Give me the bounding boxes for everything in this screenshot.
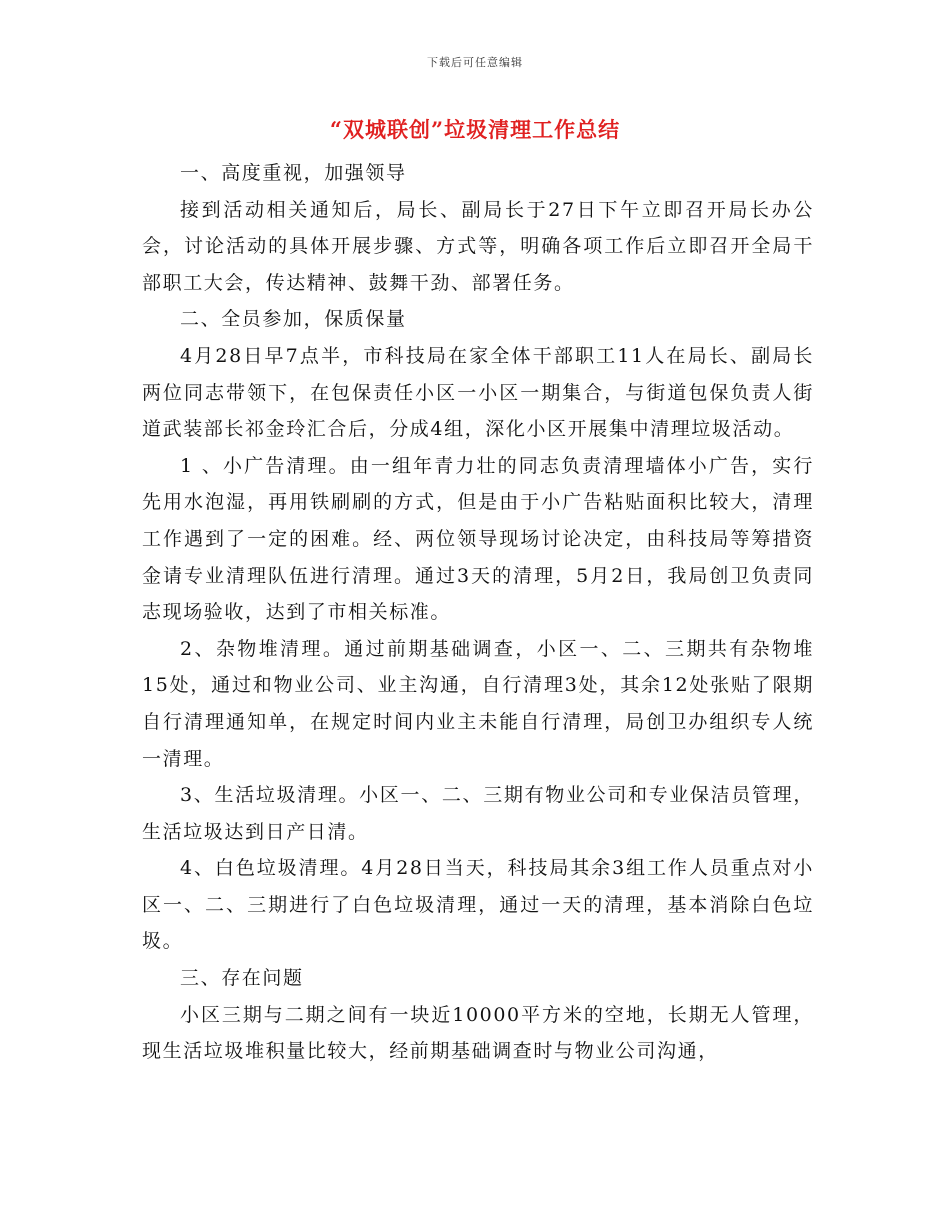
section-heading-2: 二、全员参加，保质保量 <box>180 308 407 331</box>
header-note: 下载后可任意编辑 <box>427 56 523 69</box>
paragraph: 接到活动相关通知后，局长、副局长于27日下午立即召开局长办公会，讨论活动的具体开展步骤、方式等，明确各项工作后立即召开全局干部职工大会，传达精神、鼓舞干劲、部署任务。 <box>142 198 814 294</box>
paragraph: 3、生活垃圾清理。小区一、二、三期有物业公司和专业保洁员管理，生活垃圾达到日产日清。 <box>142 784 814 843</box>
document-body <box>142 155 814 1070</box>
section-heading-3: 三、存在问题 <box>180 967 304 990</box>
section-heading-1: 一、高度重视，加强领导 <box>180 162 407 184</box>
paragraph: 4、白色垃圾清理。4月28日当天，科技局其余3组工作人员重点对小区一、二、三期进行了白色垃圾清理，通过一天的清理，基本消除白色垃圾。 <box>142 857 814 953</box>
paragraph: 小区三期与二期之间有一块近10000平方米的空地，长期无人管理，现生活垃圾堆积量比较大，经前期基础调查时与物业公司沟通， <box>142 1003 814 1063</box>
paragraph: 1 、小广告清理。由一组年青力壮的同志负责清理墙体小广告，实行先用水泡湿，再用铁刷刷的方式，但是由于小广告粘贴面积比较大，清理工作遇到了一定的困难。经、两位领导现场讨论决定，由科技局等筹措资金请专业清理队伍进行清理。通过3天的清理，5月2日，我局创卫负责同志现场验收，达到了市相关标准。 <box>142 454 814 624</box>
paragraph: 4月28日早7点半，市科技局在家全体干部职工11人在局长、副局长两位同志带领下，在包保责任小区一小区一期集合，与街道包保负责人街道武装部长祁金玲汇合后，分成4组，深化小区开展集中清理垃圾活动。 <box>142 344 814 441</box>
paragraph: 2、杂物堆清理。通过前期基础调查，小区一、二、三期共有杂物堆15处，通过和物业公司、业主沟通，自行清理3处，其余12处张贴了限期自行清理通知单，在规定时间内业主未能自行清理，局创卫办组织专人统一清理。 <box>142 637 814 770</box>
document-title: “双城联创”垃圾清理工作总结 <box>329 117 621 142</box>
